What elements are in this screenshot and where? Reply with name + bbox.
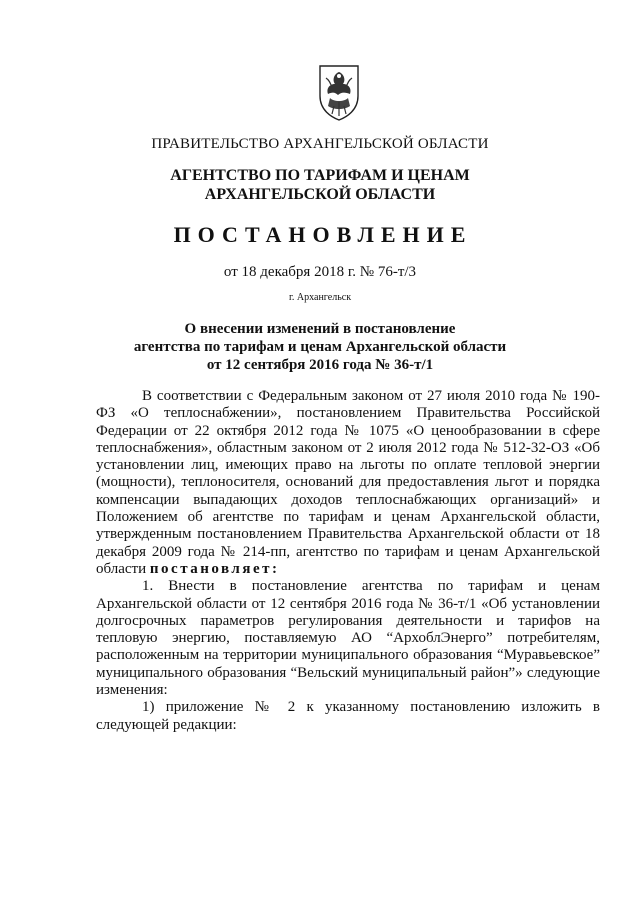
subject-line-2: агентства по тарифам и ценам Архангельской области: [133, 339, 507, 355]
subject-line-3: от 12 сентября 2016 года № 36-т/1: [206, 357, 434, 373]
preamble-text: В соответствии с Федеральным законом от 27 июля 2010 года № 190-ФЗ «О теплоснабжении», постановлением Правительства Российской Федерации от 22 октября 2012 года № 1075 «О ценообразовании в сфере теплоснабжения», областным законом от 2 июля 2012 года № 512-32-ОЗ «Об установлении лиц, имеющих право на льготы по оплате тепловой энергии (мощности), теплоносителя, оснований для предоставления льгот и порядка компенсации выпадающих доходов теплоснабжающих организаций» и Положением об агентстве по тарифам и ценам Архангельской области, утвержденным постановлением Правительства Архангельской области от 18 декабря 2009 года № 214-пп, агентство по тарифам и ценам Архангельской области: [96, 388, 600, 577]
document-subject: [0, 320, 640, 374]
resolves-word: постановляет: [149, 560, 272, 577]
agency-title-line-2: АРХАНГЕЛЬСКОЙ ОБЛАСТИ: [204, 186, 436, 203]
item-1-1-paragraph: 1) приложение № 2 к указанному постановлению изложить в следующей редакции:: [96, 699, 600, 733]
preamble-paragraph: [96, 388, 600, 578]
coat-of-arms-archangel-icon: [314, 62, 364, 122]
agency-title-line-1: АГЕНТСТВО ПО ТАРИФАМ И ЦЕНАМ: [170, 167, 470, 184]
resolves-colon: :: [272, 560, 280, 577]
item-1-paragraph: 1. Внести в постановление агентства по тарифам и ценам Архангельской области от 12 сентября 2016 года № 36-т/1 «Об установлении долгосрочных параметров регулирования деятельности и тарифов на тепловую энергию, поставляемую АО “АрхоблЭнерго” потребителям, расположенным на территории муниципального образования “Муравьевское” муниципального образования “Вельский муниципальный район”» следующие изменения:: [96, 578, 600, 699]
city: г. Архангельск: [288, 292, 352, 303]
document-body: [96, 388, 600, 734]
government-title: ПРАВИТЕЛЬСТВО АРХАНГЕЛЬСКОЙ ОБЛАСТИ: [151, 136, 489, 152]
date-number: от 18 декабря 2018 г. № 76-т/3: [223, 264, 417, 280]
agency-title: [0, 166, 640, 204]
subject-line-1: О внесении изменений в постановление: [184, 321, 456, 337]
document-type: ПОСТАНОВЛЕНИЕ: [173, 222, 473, 247]
